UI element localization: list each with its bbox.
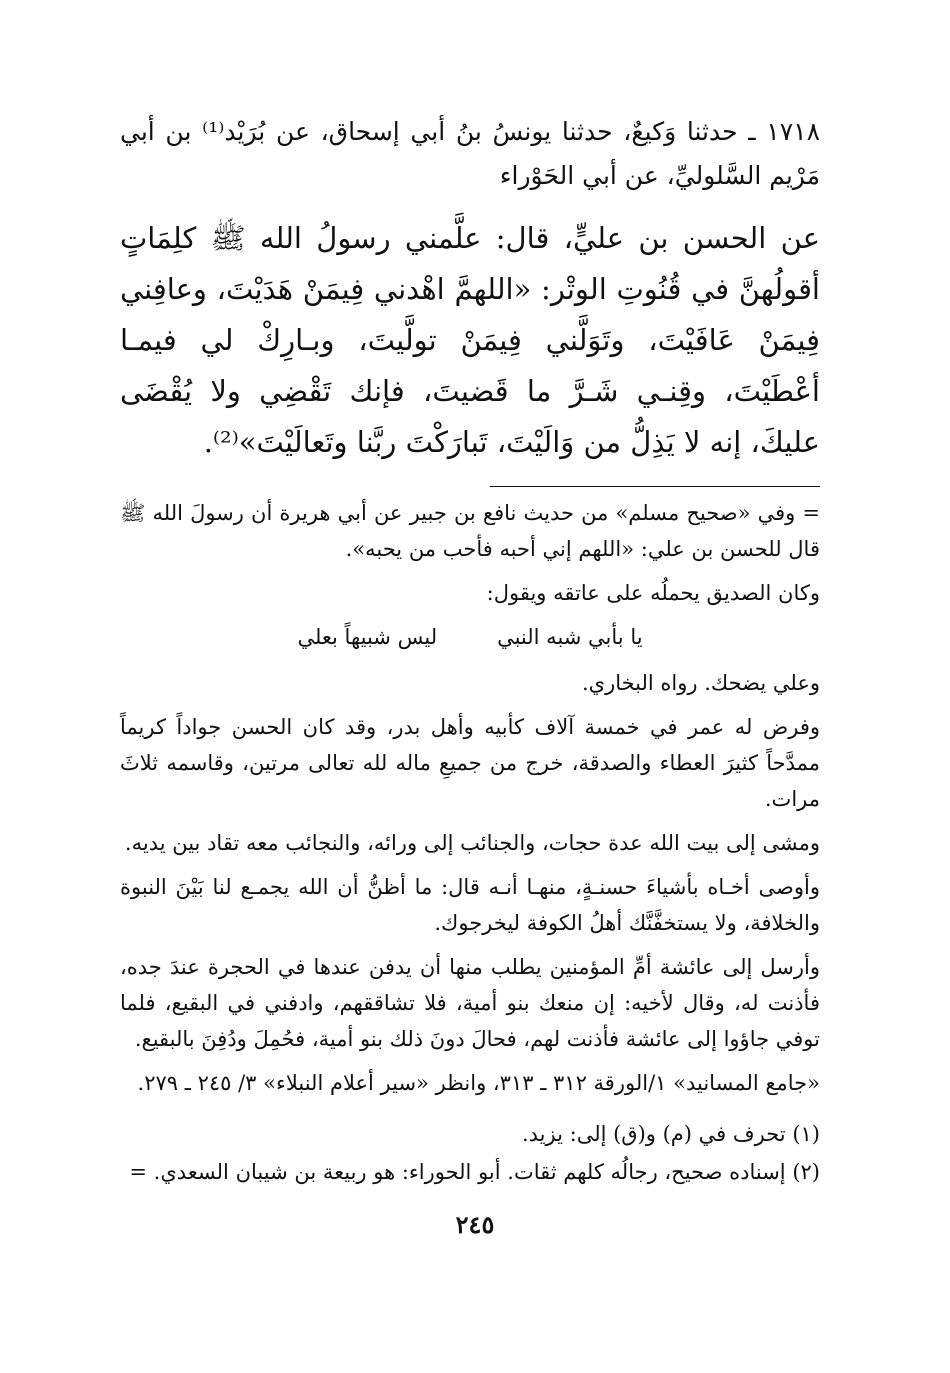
verse-hemistich-second: ليس شبيهاً بعلي: [297, 625, 438, 649]
hadith-isnad-text: ١٧١٨ ـ حدثنا وَكيعٌ، حدثنا يونسُ بنُ أبي إسحاق، عن بُرَيْد⁽¹⁾ بن أبي مَرْيم السَّلوليِّ، عن أبي الحَوْراء: [120, 117, 821, 190]
hadith-matn-text: عن الحسن بن عليٍّ، قال: علَّمني رسولُ الله ﷺ كلِمَاتٍ أقولُهنَّ في قُنُوتِ الوتْر: «اللهمَّ اهْدني فِيمَنْ هَدَيْتَ، وعافِني فِيمَنْ عَافَيْتَ، وتَوَلَّني فِيمَنْ تولَّيتَ، وبـارِكْ لي فيمـا أعْطَيْتَ، وقِنـي شَـرَّ ما قَضيتَ، فإنك تَقْضِي ولا يُقْضَى عليكَ، إنه لا يَذِلُّ من وَالَيْتَ، تَبارَكْتَ ربَّنا وتَعالَيْتَ»⁽²⁾.: [120, 221, 820, 459]
commentary-paragraph: ومشى إلى بيت الله عدة حجات، والجنائب إلى ورائه، والنجائب معه تقاد بين يديه.: [124, 831, 820, 855]
footnote-1: (١) تحرف في (م) و(ق) إلى: يزيد.: [521, 1122, 820, 1146]
hadith-isnad: [120, 110, 820, 198]
page-number: ٢٤٥: [455, 1210, 495, 1239]
commentary-paragraph: وعلي يضحك. رواه البخاري.: [581, 671, 820, 695]
hadith-matn: [120, 213, 820, 468]
commentary-paragraph: = وفي «صحيح مسلم» من حديث نافع بن جبير عن أبي هريرة أن رسولَ الله ﷺ قال للحسن بن علي: «اللهم إني أحبه فأحب من يحبه».: [120, 501, 820, 561]
commentary-paragraph: وأوصى أخـاه بأشياءَ حسنـةٍ، منهـا أنـه قال: ما أظنُّ أن الله يجمـع لنا بَيْنَ النبوة والخلافة، ولا يستخفَّنَّك أهلُ الكوفة ليخرجوك.: [120, 875, 820, 935]
poem-verse: [120, 619, 820, 655]
commentary-reference: «جامع المسانيد» ١/الورقة ٣١٢ ـ ٣١٣، وانظر «سير أعلام النبلاء» ٣/ ٢٤٥ ـ ٢٧٩.: [137, 1071, 820, 1095]
commentary-paragraph: وفرض له عمر في خمسة آلاف كأبيه وأهل بدر، وقد كان الحسن جواداً كريماً ممدَّحاً كثيرَ العطاء والصدقة، خرج من جميعِ ماله لله تعالى مرتين، وقاسمه ثلاثَ مرات.: [120, 715, 820, 811]
continued-commentary: [120, 495, 820, 1109]
verse-hemistich-first: يا بأبي شبه النبي: [497, 625, 643, 649]
footnote-separator-rule: [490, 486, 820, 487]
footnotes: [120, 1115, 820, 1191]
commentary-paragraph: وأرسل إلى عائشة أمِّ المؤمنين يطلب منها أن يدفن عندها في الحجرة عندَ جده، فأذنت له، وقال لأخيه: إن منعك بنو أمية، فلا تشاققهم، وادفني في البقيع، فلما توفي جاؤوا إلى عائشة فأذنت لهم، فحالَ دونَ ذلك بنو أمية، فحُمِلَ ودُفِنَ بالبقيع.: [120, 955, 820, 1051]
commentary-paragraph: وكان الصديق يحملُه على عاتقه ويقول:: [486, 581, 820, 605]
footnote-2: (٢) إسناده صحيح، رجالُه كلهم ثقات. أبو الحوراء: هو ربيعة بن شيبان السعدي. =: [129, 1160, 820, 1184]
